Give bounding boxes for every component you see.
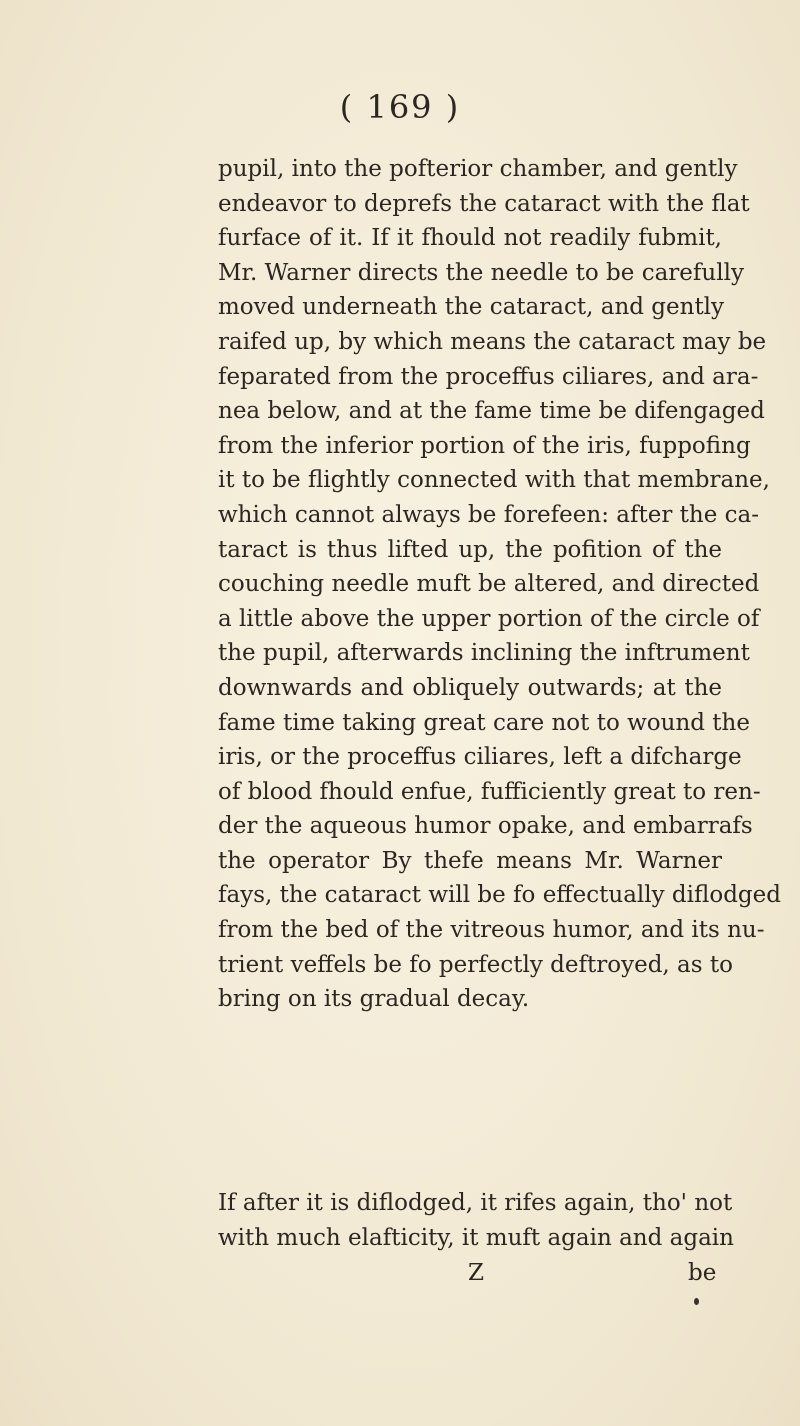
text-line: If after it is diflodged, it rifes again, tho' not xyxy=(218,1190,733,1216)
text-line: endeavor to deprefs the cataract with the flat xyxy=(218,190,750,217)
paragraph-1 xyxy=(218,152,781,1017)
text-line: taract is thus lifted up, the pofition of the xyxy=(218,536,722,563)
text-line: der the aqueous humor opake, and embarrafs xyxy=(218,813,753,840)
text-line: feparated from the proceffus ciliares, and ara- xyxy=(218,363,759,390)
text-line: iris, or the proceffus ciliares, left a difcharge xyxy=(218,744,742,771)
catchword: be xyxy=(688,1260,717,1286)
text-line: nea below, and at the fame time be difengaged xyxy=(218,398,765,425)
ink-speck xyxy=(694,1298,699,1305)
text-line: pupil, into the pofterior chamber, and gently xyxy=(218,156,738,182)
text-line: Mr. Warner directs the needle to be carefully xyxy=(218,259,744,286)
text-line: couching needle muft be altered, and directed xyxy=(218,571,760,598)
text-line: downwards and obliquely outwards; at the xyxy=(218,674,722,701)
text-line: fame time taking great care not to wound the xyxy=(218,709,750,736)
text-line: it to be flightly connected with that membrane, xyxy=(218,467,770,494)
text-line: which cannot always be forefeen: after the ca- xyxy=(218,501,760,528)
text-line: bring on its gradual decay. xyxy=(218,986,530,1013)
page-footer xyxy=(0,1256,800,1290)
page-number: ( 169 ) xyxy=(339,88,461,126)
text-line: from the bed of the vitreous humor, and its nu- xyxy=(218,917,765,944)
signature-mark: Z xyxy=(468,1260,484,1286)
text-line: the pupil, afterwards inclining the inftrument xyxy=(218,640,750,667)
text-line: furface of it. If it fhould not readily fubmit, xyxy=(218,225,722,252)
text-line: raifed up, by which means the cataract may be xyxy=(218,328,767,355)
text-line: fays, the cataract will be fo effectually diflodged xyxy=(218,882,781,909)
text-line: of blood fhould enfue, fufficiently great to ren- xyxy=(218,778,761,805)
text-line: a little above the upper portion of the circle of xyxy=(218,605,760,632)
text-line: moved underneath the cataract, and gently xyxy=(218,294,725,321)
text-line: from the inferior portion of the iris, fuppofing xyxy=(218,432,751,459)
text-line: with much elafticity, it muft again and again xyxy=(218,1224,734,1251)
text-line: trient veffels be fo perfectly deftroyed, as to xyxy=(218,951,733,978)
paragraph-2 xyxy=(218,1186,734,1255)
text-line: the operator By thefe means Mr. Warner xyxy=(218,847,722,874)
